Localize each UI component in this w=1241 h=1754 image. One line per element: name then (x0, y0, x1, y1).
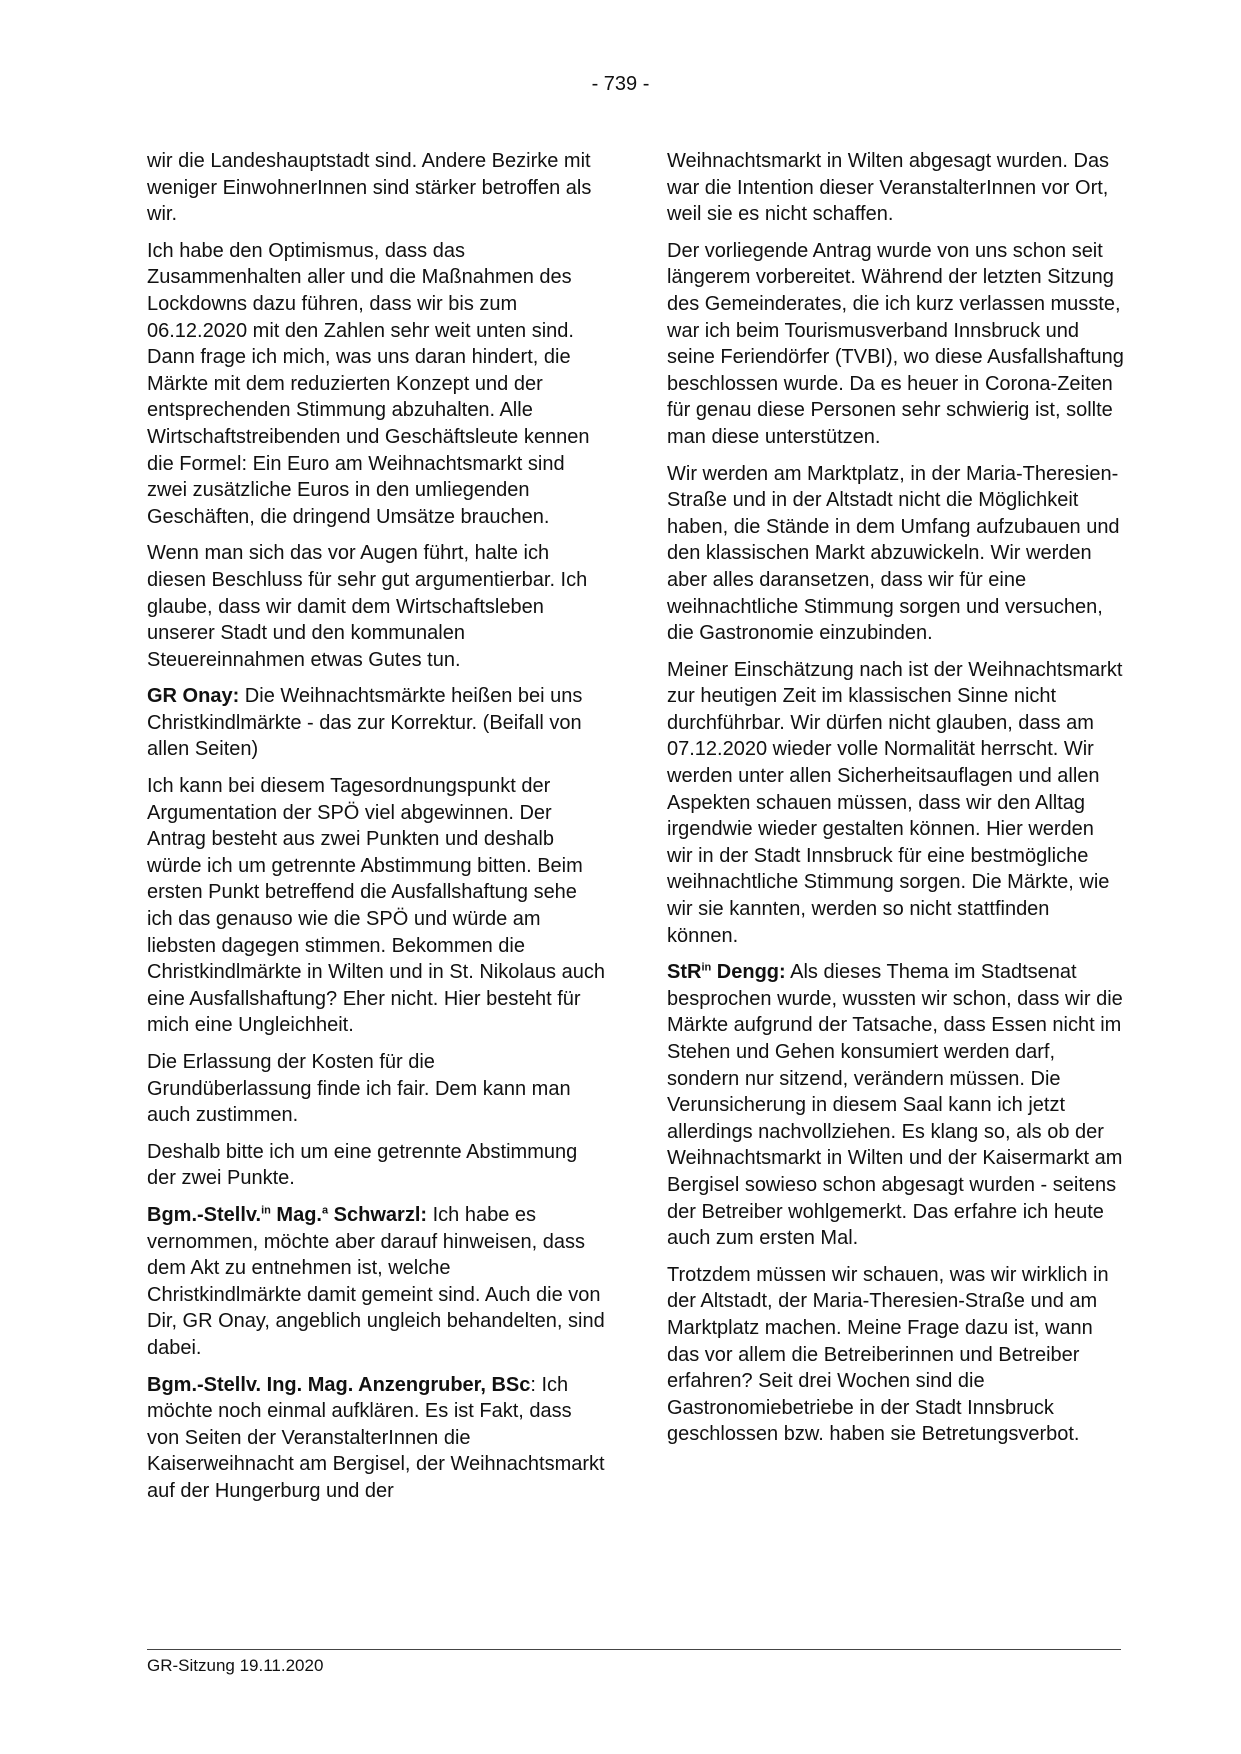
footer-divider (147, 1649, 1121, 1650)
speaker-suffix: in (261, 1204, 271, 1217)
speaker-title: Bgm.-Stellv. (147, 1203, 262, 1226)
paragraph: Trotzdem müssen wir schauen, was wir wirklich in der Altstadt, der Maria-Theresien-Straße und am Marktplatz machen. Meine Frage dazu ist, wann das vor allem die Betreiberinnen und Betreiber erfahren? Seit drei Wochen sind die Gastronomiebetriebe in der Stadt Innsbruck geschlossen bzw. haben sie Betretungsverbot. (667, 1263, 1109, 1446)
paragraph: Meiner Einschätzung nach ist der Weihnachtsmarkt zur heutigen Zeit im klassischen Sinne nicht durchführbar. Wir dürfen nicht glauben, dass am 07.12.2020 wieder volle Normalität herrscht. Wir werden unter allen Sicherheitsauflagen und allen Aspekten schauen müssen, dass wir den Alltag irgendwie wieder gestalten können. Hier werden wir in der Stadt Innsbruck für eine bestmögliche weihnachtliche Stimmung sorgen. Die Märkte, wie wir sie kannten, werden so nicht stattfinden können. (667, 658, 1123, 947)
speaker-surname: Dengg: (711, 961, 786, 984)
speaker-name (667, 961, 786, 983)
speaker-suffix: a (322, 1204, 329, 1217)
paragraph: Der vorliegende Antrag wurde von uns schon seit längerem vorbereitet. Während der letzten Sitzung des Gemeinderates, die ich kurz verlassen musste, war ich beim Tourismusverband Innsbruck und seine Feriendörfer (TVBI), wo diese Ausfallshaftung beschlossen wurde. Da es heuer in Corona-Zeiten für genau diese Personen sehr schwierig ist, sollte man diese unterstützen. (667, 239, 1124, 448)
paragraph: Weihnachtsmarkt in Wilten abgesagt wurden. Das war die Intention dieser VeranstalterInnen vor Ort, weil sie es nicht schaffen. (667, 150, 1110, 226)
speech-paragraph (147, 1202, 605, 1362)
page-number: - 739 - (591, 73, 650, 95)
speech-text: : Ich möchte noch einmal aufklären. Es ist Fakt, dass von Seiten der VeranstalterInnen die Kaiserweihnacht am Bergisel, der Weihnachtsmarkt auf der Hungerburg und der (147, 1373, 605, 1502)
speaker-name (147, 1204, 427, 1226)
paragraph: Ich habe den Optimismus, dass das Zusammenhalten aller und die Maßnahmen des Lockdowns dazu führen, dass wir bis zum 06.12.2020 mit den Zahlen sehr weit unten sind. Dann frage ich mich, was uns daran hindert, die Märkte mit dem reduzierten Konzept und der entsprechenden Stimmung abzuhalten. Alle Wirtschaftstreibenden und Geschäftsleute kennen die Formel: Ein Euro am Weihnachtsmarkt sind zwei zusätzliche Euros in den umliegenden Geschäften, die dringend Umsätze brauchen. (147, 239, 590, 528)
paragraph: Deshalb bitte ich um eine getrennte Abstimmung der zwei Punkte. (147, 1140, 578, 1190)
speaker-title: StR (667, 961, 702, 984)
speech-paragraph (147, 683, 605, 763)
speech-paragraph (147, 1372, 605, 1505)
speech-text: Ich habe es vernommen, möchte aber darauf hinweisen, dass dem Akt zu entnehmen ist, welche Christkindlmärkte damit gemeint sind. Auch die von Dir, GR Onay, angeblich ungleich behandelten, sind dabei. (147, 1203, 605, 1359)
paragraph: Ich kann bei diesem Tagesordnungspunkt der Argumentation der SPÖ viel abgewinnen. Der Antrag besteht aus zwei Punkten und deshalb würde ich um getrennte Abstimmung bitten. Beim ersten Punkt betreffend die Ausfallshaftung sehe ich das genauso wie die SPÖ und würde am liebsten dagegen stimmen. Bekommen die Christkindlmärkte in Wilten und in St. Nikolaus auch eine Ausfallshaftung? Eher nicht. Hier besteht für mich eine Ungleichheit. (147, 775, 605, 1037)
left-column (147, 148, 605, 1515)
right-column (667, 148, 1125, 1458)
speech-text: Als dieses Thema im Stadtsenat besprochen wurde, wussten wir schon, dass wir die Märkte aufgrund der Tatsache, dass Essen nicht im Stehen und Gehen konsumiert werden darf, sondern nur sitzend, verändern müssen. Die Verunsicherung in diesem Saal kann ich jetzt allerdings nachvollziehen. Es klang so, als ob der Weihnachtsmarkt in Wilten und der Kaisermarkt am Bergisel sowieso schon abgesagt wurden - seitens der Betreiber wohlgemerkt. Das erfahre ich heute auch zum ersten Mal. (667, 961, 1123, 1250)
speaker-name: Bgm.-Stellv. Ing. Mag. Anzengruber, BSc (147, 1373, 531, 1396)
paragraph: Wir werden am Marktplatz, in der Maria-Theresien-Straße und in der Altstadt nicht die Möglichkeit haben, die Stände in dem Umfang aufzubauen und den klassischen Markt abzuwickeln. Wir werden aber alles daransetzen, dass wir für eine weihnachtliche Stimmung sorgen und versuchen, die Gastronomie einzubinden. (667, 462, 1120, 645)
speaker-surname: Schwarzl: (328, 1203, 428, 1226)
speech-paragraph (667, 959, 1125, 1252)
footer-session-label: GR-Sitzung 19.11.2020 (147, 1656, 324, 1675)
speaker-name: GR Onay: (147, 685, 240, 708)
paragraph: Die Erlassung der Kosten für die Grundüberlassung finde ich fair. Dem kann man auch zustimmen. (147, 1051, 571, 1127)
speaker-degree: Mag. (270, 1203, 322, 1226)
speech-text: Die Weihnachtsmärkte heißen bei uns Christkindlmärkte - das zur Korrektur. (Beifall von allen Seiten) (147, 685, 583, 761)
paragraph: Wenn man sich das vor Augen führt, halte ich diesen Beschluss für sehr gut argumentierbar. Ich glaube, dass wir damit dem Wirtschaftsleben unserer Stadt und den kommunalen Steuereinnahmen etwas Gutes tun. (147, 542, 588, 671)
speaker-suffix: in (701, 961, 712, 974)
paragraph: wir die Landeshauptstadt sind. Andere Bezirke mit weniger EinwohnerInnen sind stärker betroffen als wir. (147, 150, 592, 226)
